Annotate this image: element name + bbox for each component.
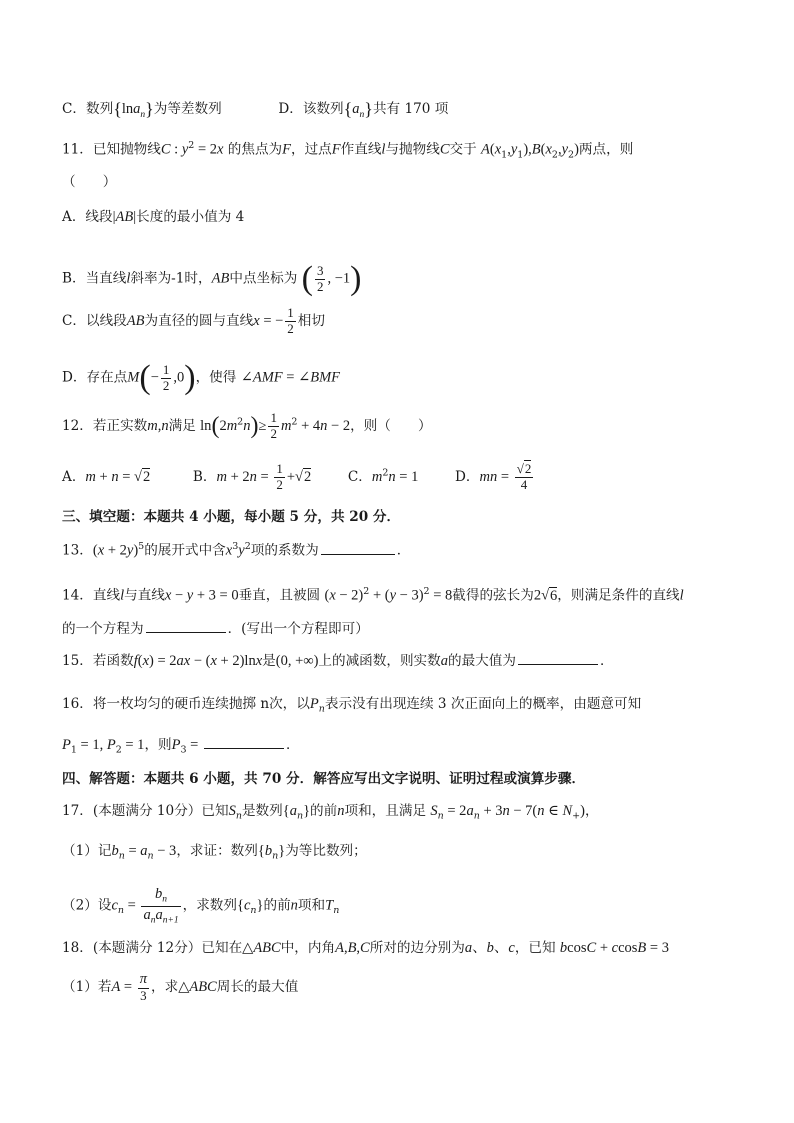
q12-stem: 12．若正实数m,n满足 $\ln(2m^2n)\ge$ $\frac{1}{2}$ $m^2 + 4n - 2$，则（ ）: [62, 410, 432, 442]
section-3-heading: 三、填空题：本题共 4 小题，每小题 5 分，共 20 分．: [62, 509, 401, 525]
q12-option-c: C．$m^2n = 1$: [347, 467, 419, 485]
q11-option-b: B．当直线l斜率为-1时，AB中点坐标为 ( $\frac{3}{2}$ , −1): [62, 260, 362, 297]
q15-answer-blank[interactable]: [518, 652, 598, 665]
q17-stem: 17．(本题满分 10分）已知$S_n$是数列$\{a_n\}$的前n项和，且满足 $S_n = 2a_n + 3n - 7(n$ ∈ $N_+$)，: [62, 803, 599, 822]
q16-line-1: 16．将一枚均匀的硬币连续抛掷 n次，以$P_n$表示没有出现连续 3 次正面向上的概率，由题意可知: [62, 696, 642, 715]
q12-option-a: A．m + n = √2: [62, 468, 151, 485]
q10-option-c: C．数列{lna$_n$}为等差数列: [62, 99, 222, 120]
q13: 13．$(x + 2y)^5$的展开式中含$x^3y^2$项的系数为 ．: [62, 541, 411, 559]
q14-line-1: 14．直线l与直线x − y + 3 = 0垂直，且被圆 $(x - 2)^2 + (y - 3)^2 = 8$截得的弦长为2√6，则满足条件的直线l: [62, 586, 684, 604]
q11-answer-paren: （ ）: [62, 174, 117, 190]
q12-options: [62, 462, 754, 493]
q17-part-1: （1）记$b_n = a_n - 3$，求证：数列$\{b_n\}$为等比数列；: [62, 843, 367, 862]
q10-option-d: D．该数列$\{a_n\}$共有 170 项: [278, 99, 449, 120]
q14-line-2: 的一个方程为 ．(写出一个方程即可）: [62, 621, 369, 637]
q11-stem: 11．已知抛物线C : $y^2 = 2x$ 的焦点为F，过点F作直线l与抛物线C交于 $A(x_1,y_1),B(x_2,y_2)$两点，则: [62, 140, 634, 161]
q10-options: [62, 98, 754, 121]
q16-answer-blank[interactable]: [204, 736, 284, 749]
q13-answer-blank[interactable]: [321, 542, 395, 555]
q17-part-2: （2）设$c_n$ = $\frac{b_n}{a_na_{n+1}}$ ，求数列$\{c_n\}$的前n项和$T_n$: [62, 886, 340, 926]
q11-option-c: C．以线段AB为直径的圆与直线x = − $\frac{1}{2}$ 相切: [62, 305, 325, 336]
q12-option-b: B．m + 2n = $\frac{1}{2}$ +√2: [192, 461, 312, 492]
section-4-heading: 四、解答题：本题共 6 小题，共 70 分．解答应写出文字说明、证明过程或演算步骤．: [62, 771, 586, 787]
q12-option-d: D．mn = $\frac{√2}{4}$: [455, 461, 532, 492]
q11-option-d: D．存在点M(− $\frac{1}{2}$ ,0)，使得 ∠AMF = ∠BMF: [62, 359, 341, 396]
q18-stem: 18．(本题满分 12分）已知在△ABC中，内角A,B,C所对的边分别为a、b、c，已知 bcosC + ccosB = 3: [62, 940, 669, 956]
q15: 15．若函数f(x) = 2ax − (x + 2)lnx是(0, +∞)上的减函数，则实数a的最大值为 ．: [62, 653, 614, 669]
q14-answer-blank[interactable]: [146, 620, 226, 633]
q18-part-1: （1）若A = $\frac{\pi}{3}$ ，求△ABC周长的最大值: [62, 971, 299, 1003]
q16-line-2: $P_1 = 1$, $P_2 = 1$，则$P_3$ = ．: [62, 737, 300, 756]
q11-option-a: A．线段|AB|长度的最小值为 4: [62, 209, 245, 225]
